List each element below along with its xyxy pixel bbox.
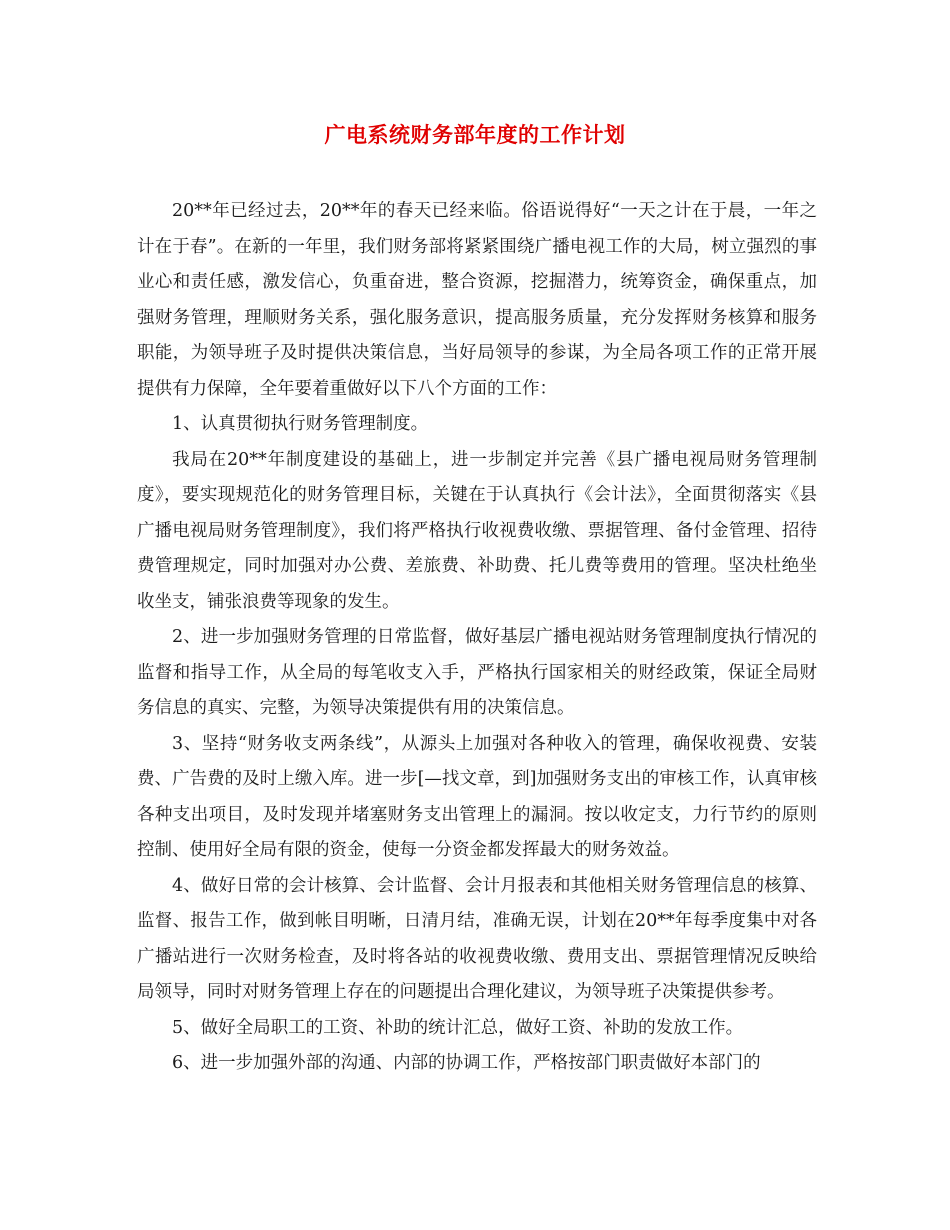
document-body [137, 194, 817, 1082]
item-4-paragraph: 4、做好日常的会计核算、会计监督、会计月报表和其他相关财务管理信息的核算、监督、报告工作，做到帐目明晰，日清月结，准确无误，计划在20**年每季度集中对各广播站进行一次财务检查，及时将各站的收视费收缴、费用支出、票据管理情况反映给局领导，同时对财务管理上存在的问题提出合理化建议，为领导班子决策提供参考。 [137, 875, 817, 1002]
item-5-paragraph: 5、做好全局职工的工资、补助的统计汇总，做好工资、补助的发放工作。 [172, 1017, 744, 1038]
item-2-paragraph: 2、进一步加强财务管理的日常监督，做好基层广播电视站财务管理制度执行情况的监督和指导工作，从全局的每笔收支入手，严格执行国家相关的财经政策，保证全局财务信息的真实、完整，为领导决策提供有用的决策信息。 [137, 627, 817, 718]
intro-paragraph: 20**年已经过去，20**年的春天已经来临。俗语说得好“一天之计在于晨，一年之计在于春”。在新的一年里，我们财务部将紧紧围绕广播电视工作的大局，树立强烈的事业心和责任感，激发信心，负重奋进，整合资源，挖掘潜力，统筹资金，确保重点，加强财务管理，理顺财务关系，强化服务意识，提高服务质量，充分发挥财务核算和服务职能，为领导班子及时提供决策信息，当好局领导的参谋，为全局各项工作的正常开展提供有力保障，全年要着重做好以下八个方面的工作： [137, 201, 817, 399]
item-1-paragraph: 我局在20**年制度建设的基础上，进一步制定并完善《县广播电视局财务管理制度》，要实现规范化的财务管理目标，关键在于认真执行《会计法》，全面贯彻落实《县广播电视局财务管理制度》，我们将严格执行收视费收缴、票据管理、备付金管理、招待费管理规定，同时加强对办公费、差旅费、补助费、托儿费等费用的管理。坚决杜绝坐收坐支，铺张浪费等现象的发生。 [137, 449, 817, 612]
page-title: 广电系统财务部年度的工作计划 [324, 123, 626, 147]
item-6-paragraph: 6、进一步加强外部的沟通、内部的协调工作，严格按部门职责做好本部门的 [172, 1053, 761, 1073]
item-1-heading: 1、认真贯彻执行财务管理制度。 [172, 414, 429, 434]
item-3-paragraph: 3、坚持“财务收支两条线”，从源头上加强对各种收入的管理，确保收视费、安装费、广告费的及时上缴入库。进一步[—找文章，到]加强财务支出的审核工作，认真审核各种支出项目，及时发现并堵塞财务支出管理上的漏洞。按以收定支，力行节约的原则控制、使用好全局有限的资金，使每一分资金都发挥最大的财务效益。 [137, 733, 817, 860]
